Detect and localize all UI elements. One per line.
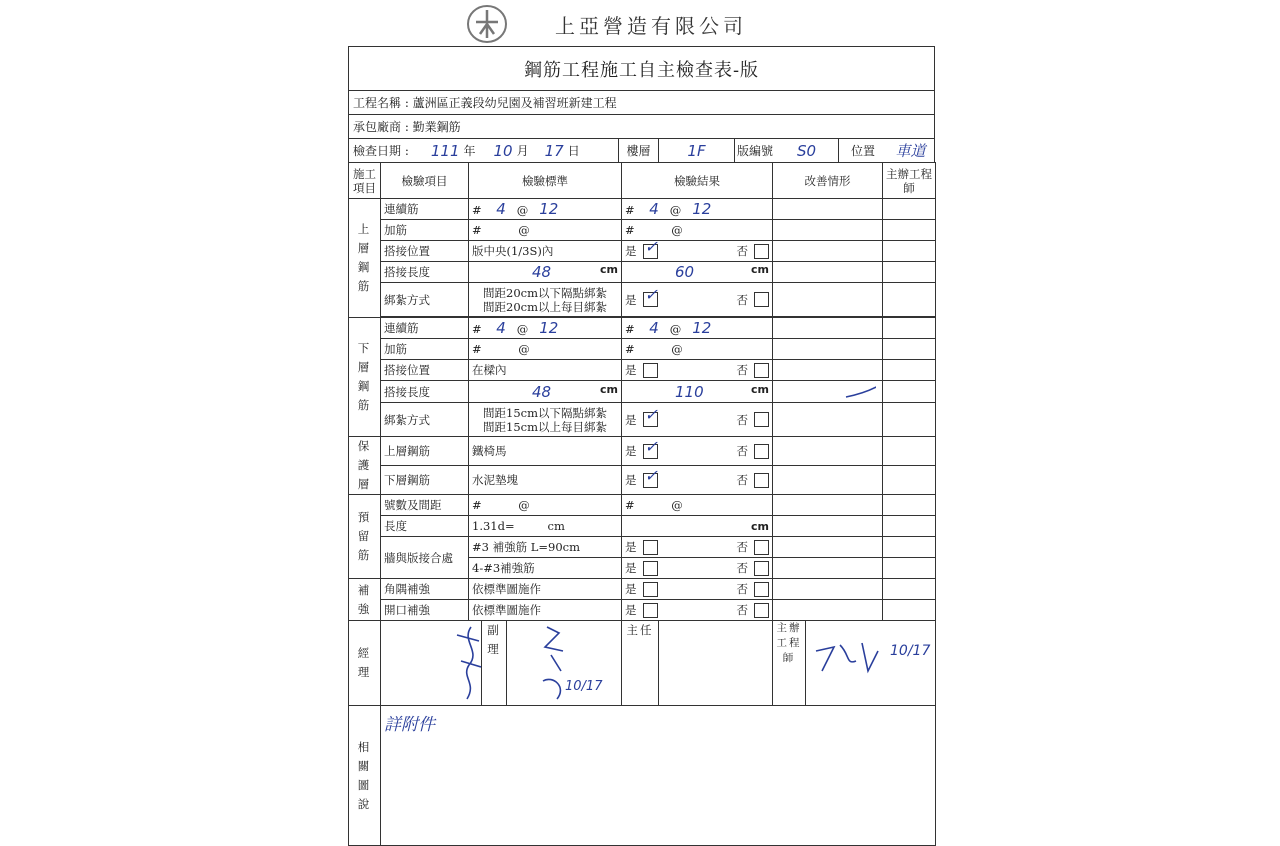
standard-cell: [469, 283, 622, 317]
hash-label: #: [472, 342, 482, 356]
improvement-cell: [773, 199, 883, 220]
at-label: @: [518, 498, 530, 512]
improvement-cell: [773, 360, 883, 381]
check-item: 搭接位置: [381, 360, 469, 381]
standard-cell: [469, 381, 622, 403]
date-year: 111: [430, 141, 460, 160]
standard-cell: 鐵椅馬: [469, 437, 622, 466]
table-row: [349, 220, 936, 241]
standard-cell: [469, 318, 622, 339]
no-label: 否: [736, 603, 748, 617]
improvement-cell: [773, 437, 883, 466]
improvement-cell: [773, 262, 883, 283]
yes-label: 是: [625, 561, 637, 575]
slab-label: 版編號: [736, 144, 773, 158]
improvement-cell: [773, 516, 883, 537]
hash-label: #: [625, 322, 635, 336]
engineer-cell: [883, 339, 936, 360]
date-month: 10: [493, 141, 513, 160]
improvement-cell: [773, 220, 883, 241]
yes-checkbox[interactable]: [643, 244, 658, 259]
check-item: 上層鋼筋: [381, 437, 469, 466]
table-row: [349, 199, 936, 220]
engineer-cell: [883, 558, 936, 579]
hash-label: #: [472, 223, 482, 237]
header-engineer: 主辦工程師: [883, 163, 936, 199]
result-cell: [622, 558, 773, 579]
table-row: [349, 516, 936, 537]
result-cell: [622, 437, 773, 466]
standard-cell: 依標準圖施作: [469, 600, 622, 621]
related-row: [349, 706, 936, 846]
at-label: @: [518, 342, 530, 356]
improvement-cell: [773, 558, 883, 579]
category-lower-rebar: 下層鋼筋: [349, 318, 381, 437]
lap-length: 60: [675, 263, 695, 281]
project-name-row: [348, 90, 935, 114]
engineer-cell: [883, 241, 936, 262]
yes-label: 是: [625, 444, 637, 458]
signature-row: [349, 621, 936, 706]
header-result: 檢驗結果: [622, 163, 773, 199]
result-cell: [622, 262, 773, 283]
improvement-cell: [773, 600, 883, 621]
no-label: 否: [736, 540, 748, 554]
engineer-signature-cell: [773, 621, 936, 706]
inspection-table: [348, 162, 936, 846]
improvement-cell: [773, 381, 883, 403]
at-label: @: [671, 498, 683, 512]
at-label: @: [671, 342, 683, 356]
table-row: [349, 283, 936, 317]
result-cell: [622, 600, 773, 621]
hash-label: #: [625, 223, 635, 237]
check-item: 綁紮方式: [381, 283, 469, 317]
related-note: 詳附件: [384, 715, 435, 735]
no-label: 否: [736, 363, 748, 377]
deputy-signature-date: 10/17: [565, 679, 603, 694]
engineer-cell: [883, 381, 936, 403]
table-row: [349, 318, 936, 339]
tie-rule-1: 間距20cm以下隔點綁紮: [483, 285, 607, 300]
hash-label: #: [472, 498, 482, 512]
result-cell: [622, 283, 773, 317]
engineer-signature-icon: [806, 621, 916, 705]
no-label: 否: [736, 412, 748, 427]
table-row: [349, 339, 936, 360]
standard-cell: [469, 262, 622, 283]
yes-label: 是: [625, 412, 637, 427]
tie-rule-2: 間距15cm以上每目綁紮: [483, 419, 607, 434]
yes-checkbox[interactable]: [643, 363, 658, 378]
category-cover: 保護層: [349, 437, 381, 495]
inspection-info-row: [348, 138, 935, 162]
check-item: 牆與版接合處: [381, 537, 469, 579]
result-cell: [622, 381, 773, 403]
bar-number: 4: [649, 319, 659, 337]
position-label: 位置: [850, 144, 875, 158]
floor-value: 1F: [659, 139, 735, 162]
position-value: 車道: [895, 142, 926, 160]
tie-rule-1: 間距15cm以下隔點綁紮: [483, 405, 607, 420]
form-title: 鋼筋工程施工自主檢查表-版: [348, 46, 935, 90]
engineer-cell: [883, 579, 936, 600]
yes-label: 是: [625, 540, 637, 554]
related-label: 相關圖說: [349, 706, 381, 846]
table-row: [349, 262, 936, 283]
header-item-category: 施工項目: [349, 163, 381, 199]
hash-label: #: [472, 322, 482, 336]
manager-label: 經理: [349, 621, 381, 706]
standard-cell: 版中央(1/3S)內: [469, 241, 622, 262]
at-label: @: [516, 322, 529, 336]
engineer-cell: [883, 495, 936, 516]
lap-length: 48: [532, 382, 552, 401]
no-checkbox[interactable]: [754, 561, 769, 576]
standard-cell: [469, 199, 622, 220]
manager-signature-icon: [381, 621, 481, 705]
engineer-cell: [883, 318, 936, 339]
yes-checkbox[interactable]: [643, 473, 658, 488]
yes-checkbox[interactable]: [643, 540, 658, 555]
cm-unit: cm: [751, 382, 769, 396]
tie-rule-2: 間距20cm以上每目綁紮: [483, 299, 607, 314]
no-checkbox[interactable]: [754, 603, 769, 618]
yes-checkbox[interactable]: [643, 582, 658, 597]
yes-label: 是: [625, 244, 637, 258]
deputy-signature: [507, 621, 621, 705]
table-row: [349, 403, 936, 437]
engineer-cell: [883, 537, 936, 558]
check-item: 號數及間距: [381, 495, 469, 516]
standard-cell: #3 補強筋 L=90cm: [469, 537, 622, 558]
no-label: 否: [736, 292, 748, 307]
standard-cell: 水泥墊塊: [469, 466, 622, 495]
company-logo-icon: [466, 4, 508, 44]
engineer-signature: [806, 621, 935, 705]
check-item: 長度: [381, 516, 469, 537]
project-name: 工程名稱 : 蘆洲區正義段幼兒園及補習班新建工程: [353, 96, 617, 110]
engineer-cell: [883, 403, 936, 437]
day-unit: 日: [567, 144, 580, 158]
standard-cell: 在樑內: [469, 360, 622, 381]
check-item: 開口補強: [381, 600, 469, 621]
improvement-cell: [773, 537, 883, 558]
engineer-cell: [883, 199, 936, 220]
engineer-cell: [883, 220, 936, 241]
result-cell: [622, 199, 773, 220]
bar-spacing: 12: [539, 319, 559, 337]
date-day: 17: [544, 141, 564, 160]
engineer-cell: [883, 360, 936, 381]
header-standard: 檢驗標準: [469, 163, 622, 199]
improvement-cell: [773, 495, 883, 516]
engineer-cell: [883, 262, 936, 283]
no-checkbox[interactable]: [754, 582, 769, 597]
result-cell: [622, 516, 773, 537]
engineer-cell: [883, 283, 936, 317]
check-item: 下層鋼筋: [381, 466, 469, 495]
cm-unit: cm: [600, 263, 618, 276]
cm-unit: cm: [600, 382, 618, 396]
bar-number: 4: [496, 319, 506, 337]
improvement-cell: [773, 318, 883, 339]
improvement-cell: [773, 241, 883, 262]
check-item: 加筋: [381, 339, 469, 360]
result-cell: [622, 241, 773, 262]
company-name: 上亞營造有限公司: [555, 14, 747, 38]
pen-stroke: [776, 381, 876, 399]
header-improvement: 改善情形: [773, 163, 883, 199]
yes-label: 是: [625, 603, 637, 617]
no-label: 否: [736, 244, 748, 258]
date-label: 檢查日期 :: [353, 144, 409, 158]
no-checkbox[interactable]: [754, 473, 769, 488]
yes-checkbox[interactable]: [643, 561, 658, 576]
engineer-signature-date: 10/17: [890, 643, 931, 659]
table-row: [349, 437, 936, 466]
check-item: 連續筋: [381, 199, 469, 220]
hash-label: #: [625, 342, 635, 356]
cm-unit: cm: [751, 519, 769, 533]
engineer-cell: [883, 466, 936, 495]
standard-cell: 依標準圖施作: [469, 579, 622, 600]
chief-cell: [622, 621, 773, 706]
result-cell: [622, 339, 773, 360]
table-row: [349, 600, 936, 621]
hash-label: #: [625, 203, 635, 217]
slab-value: S0: [775, 139, 839, 162]
improvement-cell: [773, 579, 883, 600]
no-label: 否: [736, 561, 748, 575]
table-row: [349, 360, 936, 381]
improvement-cell: [773, 466, 883, 495]
table-row: [349, 537, 936, 558]
no-label: 否: [736, 444, 748, 458]
yes-checkbox[interactable]: [643, 292, 658, 307]
bar-number: 4: [649, 200, 659, 218]
bar-spacing: 12: [539, 200, 559, 218]
yes-checkbox[interactable]: [643, 412, 658, 427]
bar-number: 4: [496, 200, 506, 218]
contractor-row: [348, 114, 935, 138]
no-checkbox[interactable]: [754, 412, 769, 427]
result-cell: [622, 403, 773, 437]
length-formula: 1.31d=: [472, 519, 515, 533]
chief-label: 主任: [622, 621, 659, 705]
result-cell: [622, 537, 773, 558]
table-row: [349, 381, 936, 403]
manager-deputy-cell: [381, 621, 622, 706]
no-label: 否: [736, 473, 748, 487]
manager-signature: [381, 621, 481, 705]
yes-label: 是: [625, 582, 637, 596]
at-label: @: [516, 203, 529, 217]
check-item: 綁紮方式: [381, 403, 469, 437]
no-checkbox[interactable]: [754, 244, 769, 259]
improvement-cell: [773, 339, 883, 360]
check-item: 搭接長度: [381, 381, 469, 403]
at-label: @: [669, 203, 682, 217]
table-row: [349, 579, 936, 600]
engineer-cell: [883, 600, 936, 621]
engineer-label: 主辦工程師: [773, 621, 806, 705]
bar-spacing: 12: [692, 200, 712, 218]
year-unit: 年: [463, 144, 476, 158]
yes-checkbox[interactable]: [643, 603, 658, 618]
related-cell: [381, 706, 936, 846]
no-checkbox[interactable]: [754, 363, 769, 378]
standard-cell: 4-#3補強筋: [469, 558, 622, 579]
no-label: 否: [736, 582, 748, 596]
cm-unit: cm: [751, 263, 769, 276]
standard-cell: [469, 339, 622, 360]
standard-cell: [469, 495, 622, 516]
no-checkbox[interactable]: [754, 292, 769, 307]
check-item: 搭接位置: [381, 241, 469, 262]
yes-label: 是: [625, 292, 637, 307]
check-item: 連續筋: [381, 318, 469, 339]
table-row: [349, 495, 936, 516]
engineer-cell: [883, 437, 936, 466]
contractor-name: 承包廠商 : 勤業鋼筋: [353, 120, 461, 134]
table-header-row: [349, 163, 936, 199]
yes-label: 是: [625, 473, 637, 487]
floor-label: 樓層: [619, 139, 659, 162]
improvement-cell: [773, 403, 883, 437]
at-label: @: [518, 223, 530, 237]
category-reinforce: 補強: [349, 579, 381, 621]
result-cell: [622, 495, 773, 516]
category-upper-rebar: 上層鋼筋: [349, 199, 381, 318]
lap-length: 48: [532, 263, 552, 281]
header-check-item: 檢驗項目: [381, 163, 469, 199]
standard-cell: [469, 220, 622, 241]
check-item: 角隅補強: [381, 579, 469, 600]
check-item: 搭接長度: [381, 262, 469, 283]
cm-unit: cm: [547, 519, 565, 533]
lap-length: 110: [675, 382, 704, 401]
improvement-cell: [773, 283, 883, 317]
deputy-label: 副理: [481, 621, 507, 705]
engineer-cell: [883, 516, 936, 537]
hash-label: #: [625, 498, 635, 512]
check-item: 加筋: [381, 220, 469, 241]
no-checkbox[interactable]: [754, 540, 769, 555]
bar-spacing: 12: [692, 319, 712, 337]
table-row: [349, 466, 936, 495]
standard-cell: [469, 403, 622, 437]
table-row: [349, 241, 936, 262]
result-cell: [622, 579, 773, 600]
result-cell: [622, 220, 773, 241]
result-cell: [622, 318, 773, 339]
no-checkbox[interactable]: [754, 444, 769, 459]
at-label: @: [669, 322, 682, 336]
hash-label: #: [472, 203, 482, 217]
result-cell: [622, 466, 773, 495]
yes-label: 是: [625, 363, 637, 377]
at-label: @: [671, 223, 683, 237]
month-unit: 月: [516, 144, 529, 158]
standard-cell: [469, 516, 622, 537]
category-reserve: 預留筋: [349, 495, 381, 579]
result-cell: [622, 360, 773, 381]
yes-checkbox[interactable]: [643, 444, 658, 459]
